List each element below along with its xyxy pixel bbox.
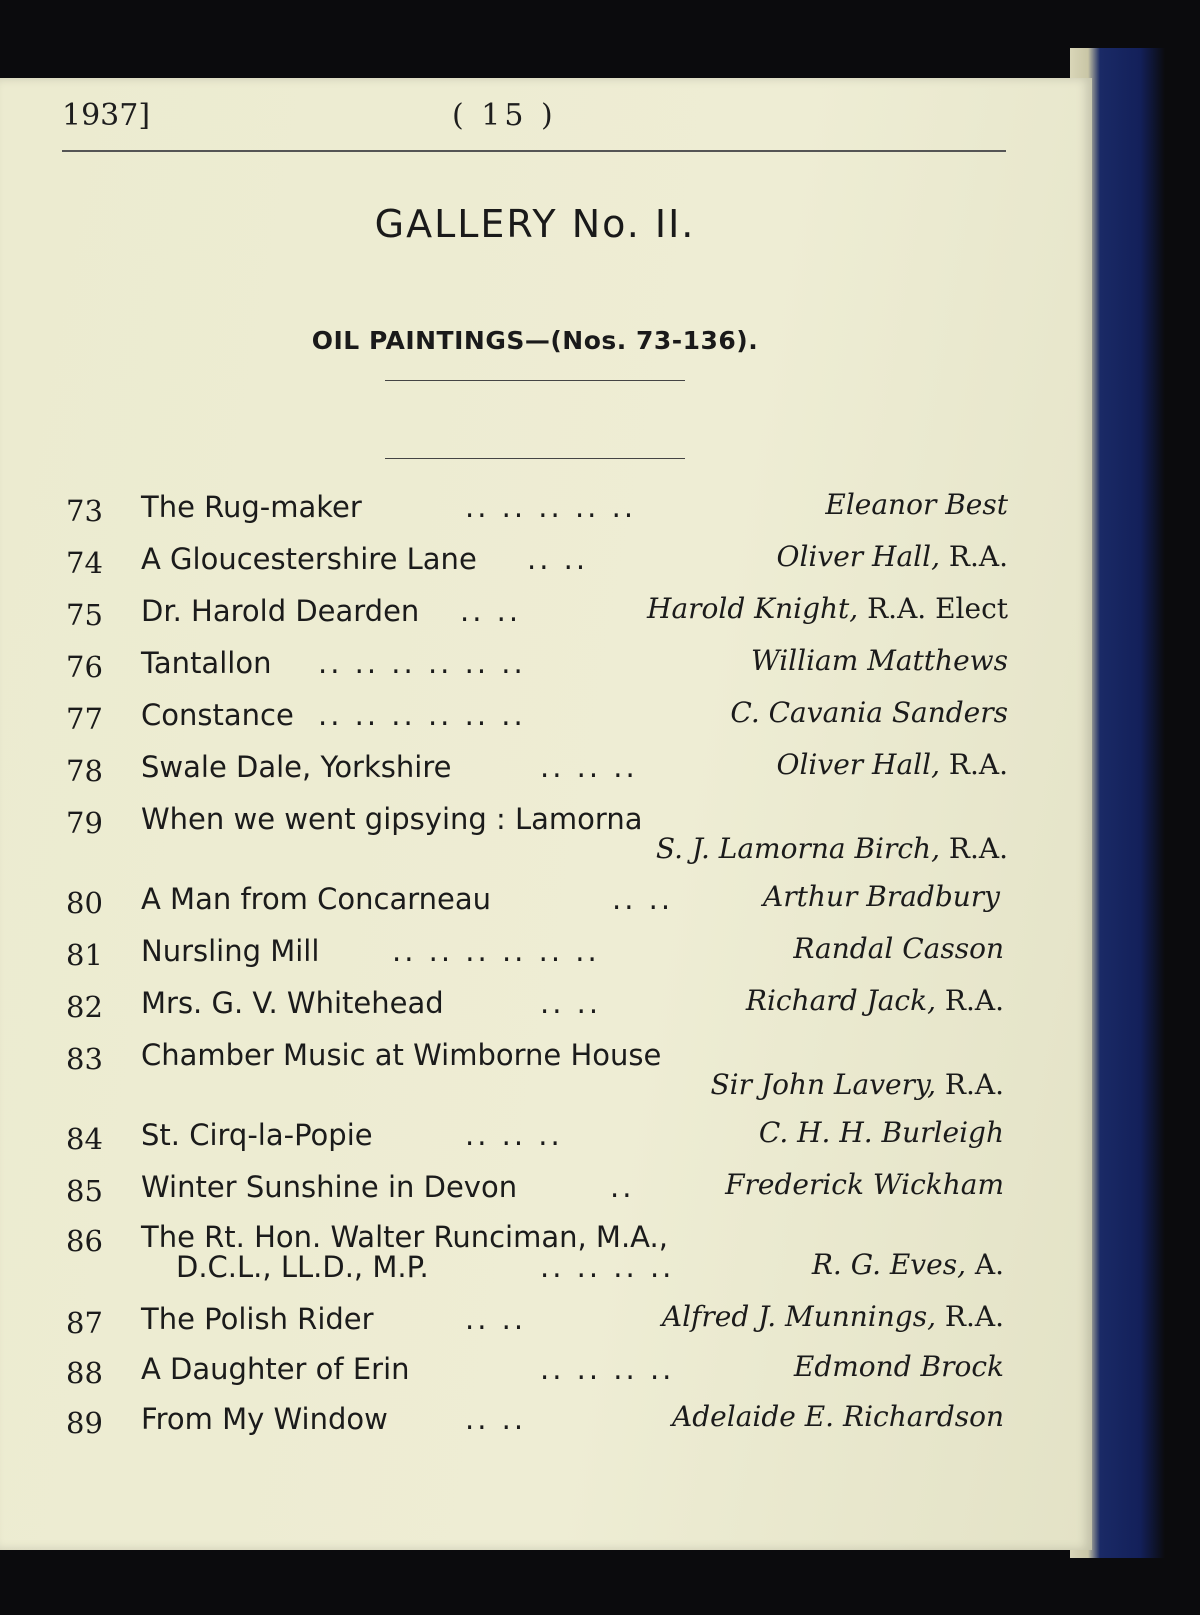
- entry-title: A Man from Concarneau: [141, 882, 492, 916]
- entry-artist: Eleanor Best: [825, 488, 1008, 521]
- entry-number: 89: [66, 1406, 103, 1440]
- entry-title-line2: D.C.L., LL.D., M.P.: [176, 1250, 429, 1284]
- entry-artist: Arthur Bradbury: [763, 880, 1000, 913]
- entry-number: 85: [66, 1174, 103, 1208]
- entry-number: 77: [66, 702, 103, 736]
- entry-dots: .. .. .. .. .. ..: [392, 934, 600, 968]
- entry-title: Swale Dale, Yorkshire: [141, 750, 452, 784]
- title-rule-top: [385, 380, 685, 381]
- entry-title: Nursling Mill: [141, 934, 320, 968]
- entry-title: When we went gipsying : Lamorna: [141, 802, 643, 836]
- entry-number: 81: [66, 938, 103, 972]
- entry-dots: .. .. .. .. .. ..: [318, 646, 526, 680]
- entry-title: From My Window: [141, 1402, 388, 1436]
- entry-number: 79: [66, 806, 103, 840]
- entry-title: St. Cirq-la-Popie: [141, 1118, 373, 1152]
- entry-number: 88: [66, 1356, 103, 1390]
- entry-title: Mrs. G. V. Whitehead: [141, 986, 444, 1020]
- entry-title: Dr. Harold Dearden: [141, 594, 420, 628]
- entry-title: The Rt. Hon. Walter Runciman, M.A.,: [141, 1220, 668, 1254]
- entry-title: The Rug-maker: [141, 490, 362, 524]
- entry-dots: .. .. ..: [465, 1118, 563, 1152]
- entry-number: 87: [66, 1306, 103, 1340]
- entry-title: A Daughter of Erin: [141, 1352, 410, 1386]
- entry-artist: Oliver Hall, R.A.: [776, 540, 1008, 573]
- entry-artist: Oliver Hall, R.A.: [776, 748, 1008, 781]
- entry-artist: Richard Jack, R.A.: [745, 984, 1004, 1017]
- entry-number: 76: [66, 650, 103, 684]
- entry-number: 86: [66, 1224, 103, 1258]
- entry-artist: Edmond Brock: [793, 1350, 1004, 1383]
- entry-artist: Harold Knight, R.A. Elect: [647, 592, 1008, 625]
- entry-number: 75: [66, 598, 103, 632]
- entry-artist: S. J. Lamorna Birch, R.A.: [655, 832, 1008, 865]
- head-rule: [62, 150, 1006, 152]
- entry-dots: .. ..: [612, 882, 674, 916]
- entry-artist: C. Cavania Sanders: [730, 696, 1008, 729]
- entry-dots: .. .. .. ..: [540, 1352, 675, 1386]
- entry-number: 74: [66, 546, 103, 580]
- entry-dots: .. ..: [465, 1402, 527, 1436]
- entry-number: 80: [66, 886, 103, 920]
- entry-dots: .. .. .. .. .. ..: [318, 698, 526, 732]
- entry-dots: .. .. ..: [540, 750, 638, 784]
- section-title: OIL PAINTINGS—(Nos. 73-136).: [311, 326, 759, 355]
- entry-dots: .. .. .. ..: [540, 1250, 675, 1284]
- entry-number: 78: [66, 754, 103, 788]
- page-number: ( 15 ): [452, 98, 557, 133]
- entry-title: Winter Sunshine in Devon: [141, 1170, 518, 1204]
- entry-dots: .. ..: [527, 542, 589, 576]
- entry-number: 82: [66, 990, 103, 1024]
- running-head-year: 1937]: [62, 98, 151, 133]
- title-rule-bottom: [385, 458, 685, 459]
- entry-number: 73: [66, 494, 103, 528]
- running-head: [62, 98, 1006, 138]
- entry-dots: .. ..: [540, 986, 602, 1020]
- entry-artist: Randal Casson: [793, 932, 1004, 965]
- entry-number: 83: [66, 1042, 103, 1076]
- entry-dots: .. ..: [460, 594, 522, 628]
- entry-artist: Alfred J. Munnings, R.A.: [661, 1300, 1004, 1333]
- entry-dots: .. ..: [465, 1302, 527, 1336]
- gallery-title: GALLERY No. II.: [374, 202, 696, 246]
- entry-title: Tantallon: [141, 646, 272, 680]
- entry-artist: Adelaide E. Richardson: [672, 1400, 1004, 1433]
- entry-artist: Sir John Lavery, R.A.: [710, 1068, 1004, 1101]
- entry-title: Chamber Music at Wimborne House: [141, 1038, 662, 1072]
- entry-dots: ..: [610, 1170, 635, 1204]
- entry-number: 84: [66, 1122, 103, 1156]
- entry-artist: Frederick Wickham: [725, 1168, 1004, 1201]
- entry-artist: William Matthews: [750, 644, 1008, 677]
- entry-title: The Polish Rider: [141, 1302, 374, 1336]
- entry-dots: .. .. .. .. ..: [465, 490, 637, 524]
- entry-title: A Gloucestershire Lane: [141, 542, 477, 576]
- entry-artist: C. H. H. Burleigh: [758, 1116, 1004, 1149]
- entry-artist: R. G. Eves, A.: [811, 1248, 1004, 1281]
- entry-title: Constance: [141, 698, 294, 732]
